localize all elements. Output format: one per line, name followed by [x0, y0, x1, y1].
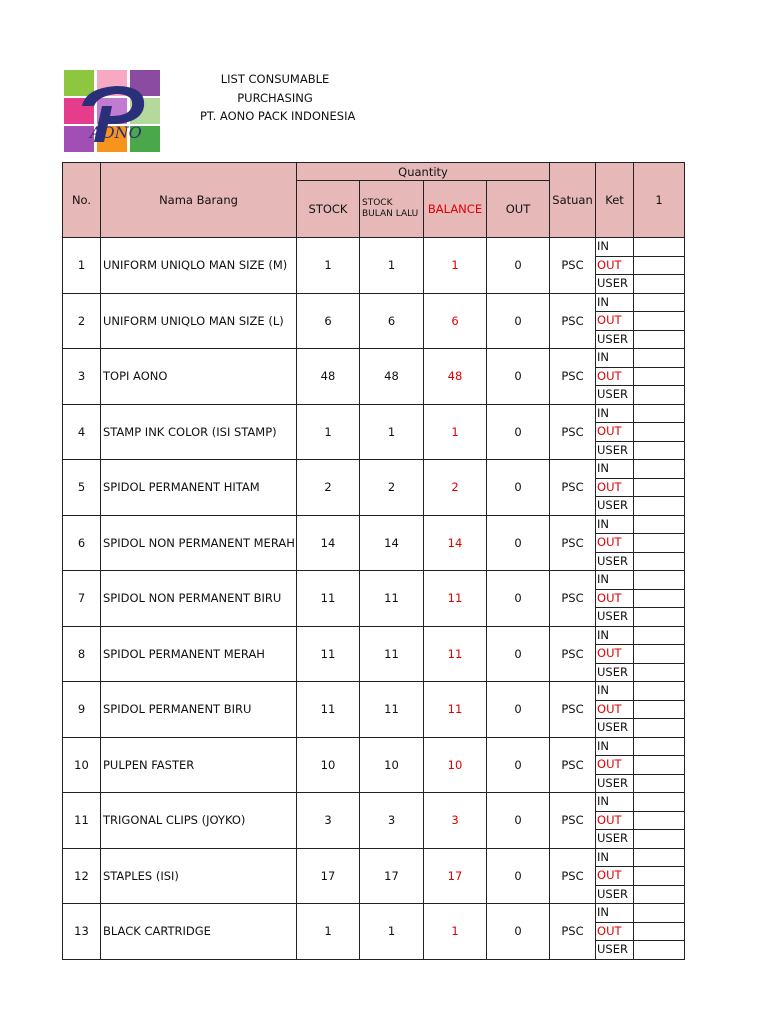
ket-in: IN	[596, 404, 634, 423]
item-no: 13	[63, 904, 101, 960]
ket-in: IN	[596, 737, 634, 756]
empty-cell	[634, 867, 685, 886]
item-name: SPIDOL NON PERMANENT MERAH	[101, 515, 297, 571]
empty-cell	[634, 238, 685, 257]
ket-in: IN	[596, 848, 634, 867]
ket-out: OUT	[596, 367, 634, 386]
item-balance: 11	[424, 682, 487, 738]
item-balance: 3	[424, 793, 487, 849]
item-out: 0	[487, 571, 550, 627]
ket-out: OUT	[596, 645, 634, 664]
ket-in: IN	[596, 626, 634, 645]
header-quantity: Quantity	[297, 163, 550, 181]
empty-cell	[634, 719, 685, 738]
header-stock: STOCK	[297, 181, 360, 238]
ket-user: USER	[596, 663, 634, 682]
item-stock: 2	[297, 460, 360, 516]
item-unit: PSC	[550, 737, 596, 793]
item-unit: PSC	[550, 904, 596, 960]
item-name: UNIFORM UNIQLO MAN SIZE (L)	[101, 293, 297, 349]
item-out: 0	[487, 793, 550, 849]
empty-cell	[634, 663, 685, 682]
header-ket: Ket	[596, 163, 634, 238]
empty-cell	[634, 478, 685, 497]
empty-cell	[634, 756, 685, 775]
company-logo	[64, 70, 160, 152]
item-unit: PSC	[550, 349, 596, 405]
item-stock-prev: 3	[360, 793, 424, 849]
empty-cell	[634, 515, 685, 534]
consumable-table	[62, 162, 685, 960]
item-name: SPIDOL PERMANENT HITAM	[101, 460, 297, 516]
table-row	[63, 737, 685, 756]
item-stock-prev: 6	[360, 293, 424, 349]
ket-user: USER	[596, 830, 634, 849]
item-stock-prev: 14	[360, 515, 424, 571]
empty-cell	[634, 552, 685, 571]
empty-cell	[634, 793, 685, 812]
item-unit: PSC	[550, 793, 596, 849]
item-balance: 1	[424, 904, 487, 960]
item-stock-prev: 11	[360, 682, 424, 738]
table-row	[63, 349, 685, 368]
item-no: 4	[63, 404, 101, 460]
item-out: 0	[487, 626, 550, 682]
empty-cell	[634, 460, 685, 479]
item-stock: 3	[297, 793, 360, 849]
header-balance: BALANCE	[424, 181, 487, 238]
item-name: BLACK CARTRIDGE	[101, 904, 297, 960]
document-subtitle: PURCHASING	[237, 90, 313, 105]
table-row	[63, 460, 685, 479]
item-unit: PSC	[550, 571, 596, 627]
empty-cell	[634, 830, 685, 849]
item-unit: PSC	[550, 293, 596, 349]
ket-user: USER	[596, 441, 634, 460]
empty-cell	[634, 367, 685, 386]
ket-out: OUT	[596, 478, 634, 497]
item-balance: 1	[424, 238, 487, 294]
item-out: 0	[487, 293, 550, 349]
item-no: 8	[63, 626, 101, 682]
item-out: 0	[487, 404, 550, 460]
empty-cell	[634, 312, 685, 331]
company-name: PT. AONO PACK INDONESIA	[200, 109, 356, 123]
header-no: No.	[63, 163, 101, 238]
ket-out: OUT	[596, 756, 634, 775]
item-name: TRIGONAL CLIPS (JOYKO)	[101, 793, 297, 849]
ket-user: USER	[596, 552, 634, 571]
item-balance: 1	[424, 404, 487, 460]
empty-cell	[634, 848, 685, 867]
item-balance: 17	[424, 848, 487, 904]
item-balance: 14	[424, 515, 487, 571]
ket-in: IN	[596, 793, 634, 812]
ket-user: USER	[596, 497, 634, 516]
ket-user: USER	[596, 386, 634, 405]
header-col-1: 1	[634, 163, 685, 238]
empty-cell	[634, 571, 685, 590]
empty-cell	[634, 275, 685, 294]
item-stock-prev: 11	[360, 626, 424, 682]
item-balance: 10	[424, 737, 487, 793]
ket-in: IN	[596, 349, 634, 368]
header-nama-barang: Nama Barang	[101, 163, 297, 238]
empty-cell	[634, 497, 685, 516]
ket-in: IN	[596, 904, 634, 923]
item-no: 1	[63, 238, 101, 294]
table-row	[63, 571, 685, 590]
item-name: TOPI AONO	[101, 349, 297, 405]
item-no: 12	[63, 848, 101, 904]
item-stock: 10	[297, 737, 360, 793]
item-stock-prev: 1	[360, 904, 424, 960]
item-stock: 48	[297, 349, 360, 405]
empty-cell	[634, 256, 685, 275]
item-stock-prev: 2	[360, 460, 424, 516]
item-stock: 1	[297, 904, 360, 960]
item-out: 0	[487, 904, 550, 960]
table-body	[63, 238, 685, 960]
item-no: 2	[63, 293, 101, 349]
item-stock: 11	[297, 682, 360, 738]
item-stock-prev: 1	[360, 404, 424, 460]
ket-in: IN	[596, 238, 634, 257]
empty-cell	[634, 293, 685, 312]
item-stock: 11	[297, 626, 360, 682]
ket-in: IN	[596, 682, 634, 701]
empty-cell	[634, 904, 685, 923]
ket-out: OUT	[596, 589, 634, 608]
ket-user: USER	[596, 885, 634, 904]
table-row	[63, 293, 685, 312]
item-name: SPIDOL PERMANENT BIRU	[101, 682, 297, 738]
empty-cell	[634, 349, 685, 368]
ket-out: OUT	[596, 867, 634, 886]
item-name: UNIFORM UNIQLO MAN SIZE (M)	[101, 238, 297, 294]
ket-out: OUT	[596, 312, 634, 331]
item-unit: PSC	[550, 460, 596, 516]
document-heading	[200, 70, 356, 126]
empty-cell	[634, 941, 685, 960]
header-stock-bulan-lalu-line1: STOCK	[362, 198, 393, 208]
item-stock-prev: 48	[360, 349, 424, 405]
table-row	[63, 793, 685, 812]
item-unit: PSC	[550, 626, 596, 682]
consumable-table-wrapper	[62, 162, 684, 957]
ket-out: OUT	[596, 922, 634, 941]
logo-text: AONO	[90, 123, 142, 142]
ket-user: USER	[596, 941, 634, 960]
header-stock-bulan-lalu-line2: BULAN LALU	[362, 209, 419, 219]
ket-out: OUT	[596, 811, 634, 830]
ket-in: IN	[596, 460, 634, 479]
header-out: OUT	[487, 181, 550, 238]
item-no: 6	[63, 515, 101, 571]
item-no: 5	[63, 460, 101, 516]
item-stock: 1	[297, 238, 360, 294]
item-stock-prev: 17	[360, 848, 424, 904]
item-balance: 11	[424, 571, 487, 627]
table-row	[63, 515, 685, 534]
empty-cell	[634, 386, 685, 405]
item-unit: PSC	[550, 515, 596, 571]
item-unit: PSC	[550, 848, 596, 904]
ket-out: OUT	[596, 256, 634, 275]
item-stock: 6	[297, 293, 360, 349]
item-no: 3	[63, 349, 101, 405]
item-balance: 48	[424, 349, 487, 405]
item-name: PULPEN FASTER	[101, 737, 297, 793]
item-no: 11	[63, 793, 101, 849]
item-out: 0	[487, 238, 550, 294]
item-stock: 17	[297, 848, 360, 904]
ket-in: IN	[596, 293, 634, 312]
empty-cell	[634, 626, 685, 645]
ket-in: IN	[596, 515, 634, 534]
table-row	[63, 904, 685, 923]
item-out: 0	[487, 460, 550, 516]
ket-user: USER	[596, 774, 634, 793]
item-out: 0	[487, 682, 550, 738]
table-row	[63, 238, 685, 257]
item-stock: 11	[297, 571, 360, 627]
table-row	[63, 682, 685, 701]
item-balance: 11	[424, 626, 487, 682]
item-no: 9	[63, 682, 101, 738]
empty-cell	[634, 608, 685, 627]
table-row	[63, 626, 685, 645]
item-name: SPIDOL PERMANENT MERAH	[101, 626, 297, 682]
empty-cell	[634, 774, 685, 793]
item-out: 0	[487, 349, 550, 405]
empty-cell	[634, 700, 685, 719]
ket-user: USER	[596, 608, 634, 627]
item-stock-prev: 11	[360, 571, 424, 627]
empty-cell	[634, 922, 685, 941]
ket-in: IN	[596, 571, 634, 590]
empty-cell	[634, 885, 685, 904]
ket-user: USER	[596, 330, 634, 349]
item-balance: 6	[424, 293, 487, 349]
ket-out: OUT	[596, 534, 634, 553]
item-unit: PSC	[550, 682, 596, 738]
empty-cell	[634, 404, 685, 423]
empty-cell	[634, 441, 685, 460]
ket-user: USER	[596, 275, 634, 294]
empty-cell	[634, 423, 685, 442]
item-unit: PSC	[550, 404, 596, 460]
item-name: STAPLES (ISI)	[101, 848, 297, 904]
item-unit: PSC	[550, 238, 596, 294]
header-stock-bulan-lalu	[360, 181, 424, 238]
ket-user: USER	[596, 719, 634, 738]
item-stock: 14	[297, 515, 360, 571]
item-name: STAMP INK COLOR (ISI STAMP)	[101, 404, 297, 460]
item-out: 0	[487, 515, 550, 571]
item-out: 0	[487, 848, 550, 904]
empty-cell	[634, 811, 685, 830]
item-no: 10	[63, 737, 101, 793]
empty-cell	[634, 589, 685, 608]
item-stock-prev: 10	[360, 737, 424, 793]
empty-cell	[634, 330, 685, 349]
item-out: 0	[487, 737, 550, 793]
item-balance: 2	[424, 460, 487, 516]
item-no: 7	[63, 571, 101, 627]
empty-cell	[634, 737, 685, 756]
ket-out: OUT	[596, 700, 634, 719]
header-satuan: Satuan	[550, 163, 596, 238]
table-row	[63, 848, 685, 867]
table-row	[63, 404, 685, 423]
empty-cell	[634, 645, 685, 664]
document-title: LIST CONSUMABLE	[220, 72, 330, 86]
item-stock-prev: 1	[360, 238, 424, 294]
ket-out: OUT	[596, 423, 634, 442]
item-stock: 1	[297, 404, 360, 460]
item-name: SPIDOL NON PERMANENT BIRU	[101, 571, 297, 627]
empty-cell	[634, 534, 685, 553]
empty-cell	[634, 682, 685, 701]
